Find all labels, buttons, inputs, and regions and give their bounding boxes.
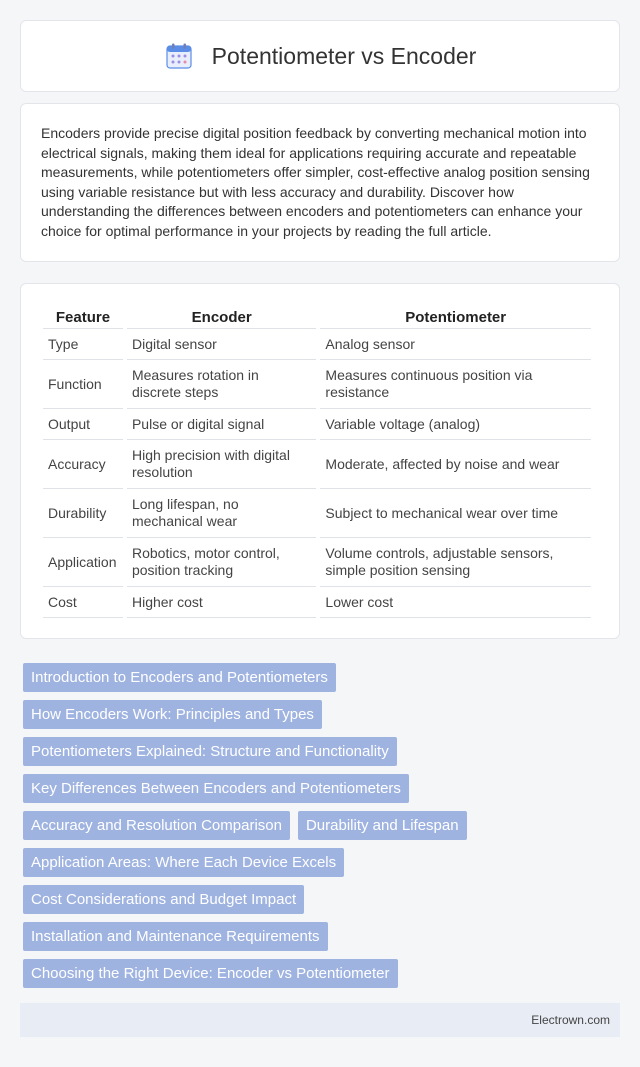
tag-link[interactable]: Introduction to Encoders and Potentiometers [23,663,336,692]
tag-row [23,885,620,914]
cell-encoder: Higher cost [127,587,316,618]
cell-encoder: Measures rotation in discrete steps [127,360,316,409]
tag-row [23,848,620,877]
cell-feature: Application [43,538,123,587]
cell-encoder: Robotics, motor control, position tracking [127,538,316,587]
table-row [43,587,591,618]
table-row [43,440,591,489]
tag-link[interactable]: Installation and Maintenance Requirements [23,922,328,951]
intro-paragraph: Encoders provide precise digital position feedback by converting mechanical motion into electrical signals, making them ideal for applications requiring accurate and repeatable measurements, while potentiometers offer simpler, cost-effective analog position sensing using variable resistance but with less accuracy and durability. Discover how understanding the differences between encoders and potentiometers can enhance your choice for optimal performance in your projects by reading the full article. [41,125,590,239]
tag-link[interactable]: Cost Considerations and Budget Impact [23,885,304,914]
footer-site-name: Electrown.com [531,1013,610,1027]
tag-row [23,959,620,988]
cell-potentiometer: Measures continuous position via resistance [320,360,591,409]
cell-encoder: Long lifespan, no mechanical wear [127,489,316,538]
cell-potentiometer: Volume controls, adjustable sensors, simple position sensing [320,538,591,587]
cell-encoder: Pulse or digital signal [127,409,316,440]
tag-link[interactable]: Durability and Lifespan [298,811,467,840]
calendar-icon [164,41,194,71]
tag-row [23,700,620,729]
page-title: Potentiometer vs Encoder [211,42,477,69]
tag-link[interactable]: How Encoders Work: Principles and Types [23,700,322,729]
tag-row [23,737,620,766]
cell-potentiometer: Moderate, affected by noise and wear [320,440,591,489]
header-feature: Feature [43,306,123,329]
cell-potentiometer: Variable voltage (analog) [320,409,591,440]
cell-feature: Function [43,360,123,409]
tag-row [23,774,620,803]
topic-tags [23,663,620,996]
tag-link[interactable]: Application Areas: Where Each Device Excels [23,848,344,877]
cell-encoder: Digital sensor [127,329,316,360]
table-row [43,489,591,538]
cell-potentiometer: Subject to mechanical wear over time [320,489,591,538]
tag-link[interactable]: Choosing the Right Device: Encoder vs Potentiometer [23,959,398,988]
tag-row [23,922,620,951]
header-card [20,20,620,92]
comparison-card [20,283,620,639]
tag-link[interactable]: Key Differences Between Encoders and Potentiometers [23,774,409,803]
tag-row [23,663,620,692]
title-wrap [164,41,477,71]
cell-potentiometer: Analog sensor [320,329,591,360]
table-row [43,360,591,409]
cell-feature: Cost [43,587,123,618]
table-row [43,538,591,587]
header-encoder: Encoder [127,306,316,329]
table-row [43,329,591,360]
cell-feature: Type [43,329,123,360]
cell-encoder: High precision with digital resolution [127,440,316,489]
cell-feature: Durability [43,489,123,538]
footer [20,1003,620,1037]
comparison-table [39,306,595,618]
intro-card [20,103,620,262]
cell-potentiometer: Lower cost [320,587,591,618]
cell-feature: Output [43,409,123,440]
table-header-row [43,306,591,329]
tag-link[interactable]: Accuracy and Resolution Comparison [23,811,290,840]
table-row [43,409,591,440]
tag-row [23,811,620,840]
tag-link[interactable]: Potentiometers Explained: Structure and Functionality [23,737,397,766]
cell-feature: Accuracy [43,440,123,489]
header-potentiometer: Potentiometer [320,306,591,329]
